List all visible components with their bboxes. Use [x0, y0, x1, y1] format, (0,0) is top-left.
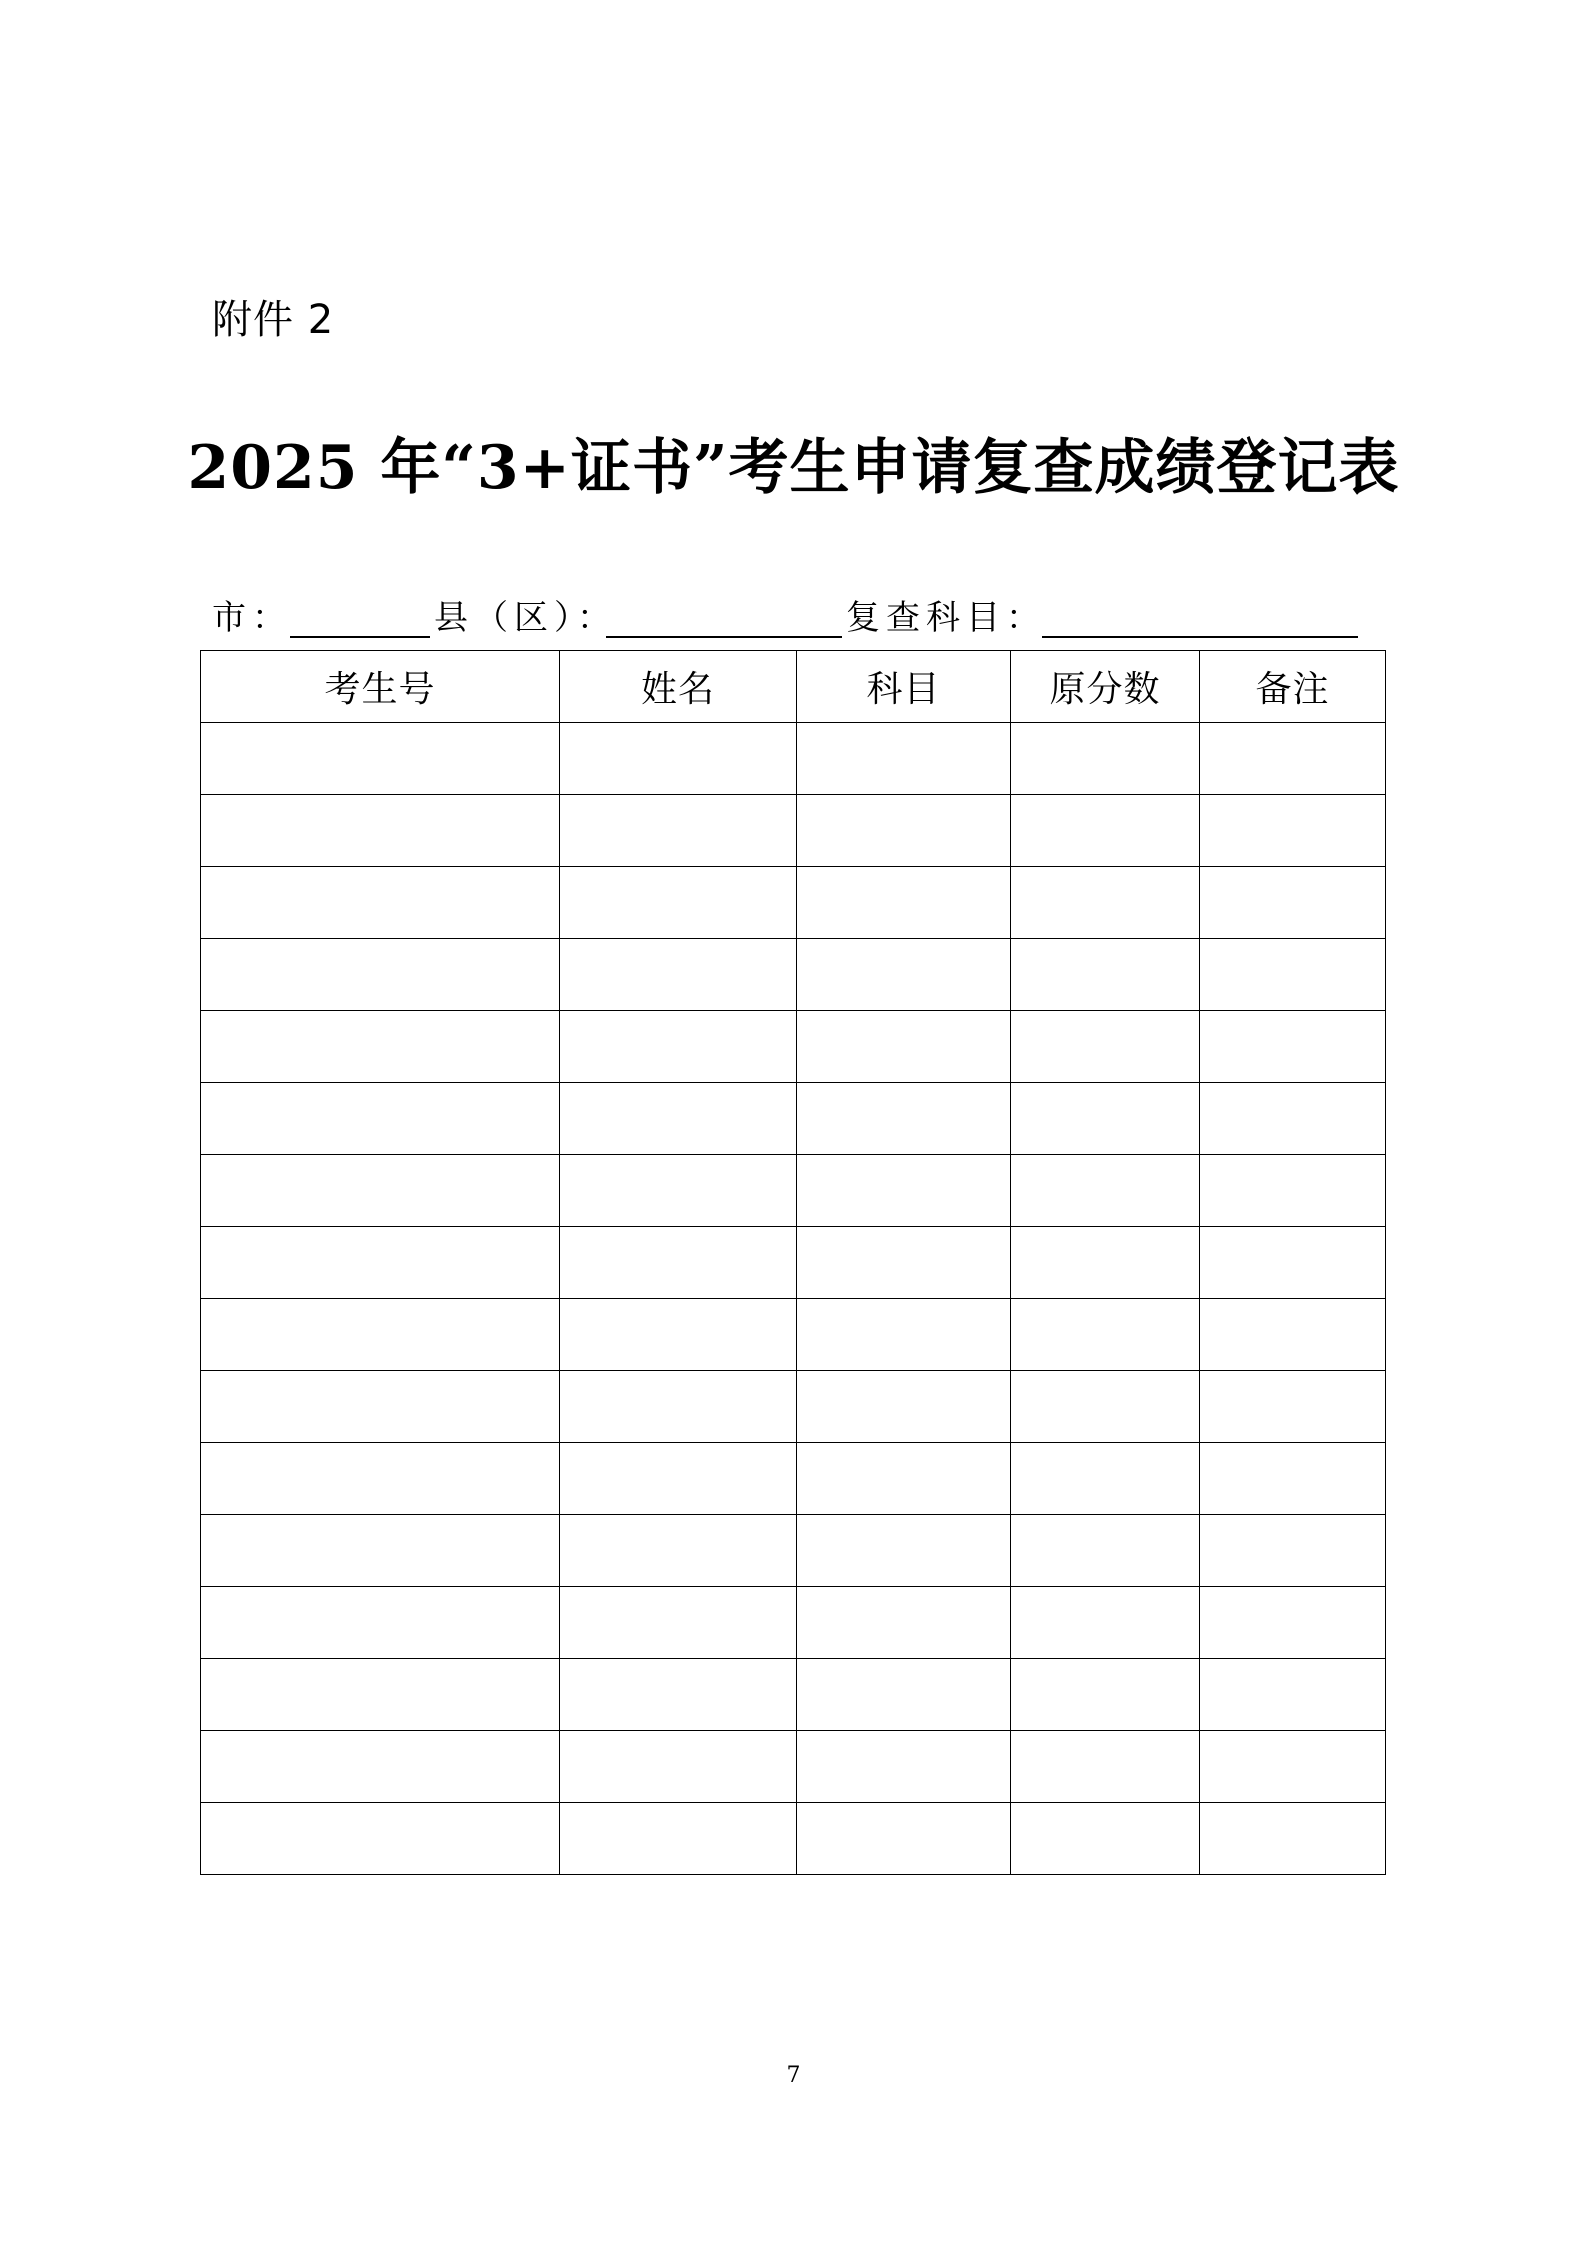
name-cell[interactable] — [560, 1515, 797, 1587]
name-cell[interactable] — [560, 1083, 797, 1155]
table-row — [201, 939, 1386, 1011]
subject-cell[interactable] — [797, 1587, 1011, 1659]
county-label: 县（区）： — [434, 598, 617, 638]
original-score-cell[interactable] — [1011, 1371, 1200, 1443]
subject-cell[interactable] — [797, 939, 1011, 1011]
remarks-cell[interactable] — [1200, 1803, 1386, 1875]
original-score-cell[interactable] — [1011, 1443, 1200, 1515]
subject-cell[interactable] — [797, 1155, 1011, 1227]
name-cell[interactable] — [560, 1299, 797, 1371]
original-score-cell[interactable] — [1011, 867, 1200, 939]
table-row — [201, 1299, 1386, 1371]
subject-cell[interactable] — [797, 1443, 1011, 1515]
subject-label: 复查科目： — [846, 598, 1046, 638]
exam-number-cell[interactable] — [201, 1443, 560, 1515]
name-cell[interactable] — [560, 723, 797, 795]
table-row — [201, 1659, 1386, 1731]
table-header-row — [201, 651, 1386, 723]
original-score-cell[interactable] — [1011, 1299, 1200, 1371]
exam-number-cell[interactable] — [201, 1083, 560, 1155]
table-row — [201, 1371, 1386, 1443]
city-blank[interactable] — [290, 636, 430, 638]
remarks-cell[interactable] — [1200, 1515, 1386, 1587]
name-cell[interactable] — [560, 939, 797, 1011]
column-header-original-score: 原分数 — [1011, 651, 1200, 723]
subject-cell[interactable] — [797, 1731, 1011, 1803]
exam-number-cell[interactable] — [201, 1227, 560, 1299]
exam-number-cell[interactable] — [201, 1371, 560, 1443]
original-score-cell[interactable] — [1011, 1587, 1200, 1659]
original-score-cell[interactable] — [1011, 1155, 1200, 1227]
table-row — [201, 1227, 1386, 1299]
table-body — [201, 723, 1386, 1875]
name-cell[interactable] — [560, 1227, 797, 1299]
table-row — [201, 1515, 1386, 1587]
exam-number-cell[interactable] — [201, 1155, 560, 1227]
name-cell[interactable] — [560, 1011, 797, 1083]
subject-cell[interactable] — [797, 1803, 1011, 1875]
table-row — [201, 867, 1386, 939]
table-row — [201, 1731, 1386, 1803]
original-score-cell[interactable] — [1011, 1803, 1200, 1875]
remarks-cell[interactable] — [1200, 1011, 1386, 1083]
remarks-cell[interactable] — [1200, 1227, 1386, 1299]
column-header-exam-number: 考生号 — [201, 651, 560, 723]
table-row — [201, 1443, 1386, 1515]
remarks-cell[interactable] — [1200, 1299, 1386, 1371]
original-score-cell[interactable] — [1011, 1731, 1200, 1803]
subject-cell[interactable] — [797, 795, 1011, 867]
exam-number-cell[interactable] — [201, 1659, 560, 1731]
column-header-name: 姓名 — [560, 651, 797, 723]
remarks-cell[interactable] — [1200, 1587, 1386, 1659]
column-header-remarks: 备注 — [1200, 651, 1386, 723]
remarks-cell[interactable] — [1200, 723, 1386, 795]
exam-number-cell[interactable] — [201, 1803, 560, 1875]
table-row — [201, 723, 1386, 795]
remarks-cell[interactable] — [1200, 1443, 1386, 1515]
exam-number-cell[interactable] — [201, 1587, 560, 1659]
name-cell[interactable] — [560, 1371, 797, 1443]
exam-number-cell[interactable] — [201, 1515, 560, 1587]
city-label: 市： — [212, 598, 292, 638]
original-score-cell[interactable] — [1011, 723, 1200, 795]
subject-cell[interactable] — [797, 1659, 1011, 1731]
subject-cell[interactable] — [797, 1227, 1011, 1299]
subject-cell[interactable] — [797, 1299, 1011, 1371]
table-row — [201, 1155, 1386, 1227]
table-row — [201, 795, 1386, 867]
original-score-cell[interactable] — [1011, 1227, 1200, 1299]
subject-blank[interactable] — [1042, 636, 1358, 638]
original-score-cell[interactable] — [1011, 795, 1200, 867]
exam-number-cell[interactable] — [201, 1011, 560, 1083]
name-cell[interactable] — [560, 1155, 797, 1227]
name-cell[interactable] — [560, 795, 797, 867]
name-cell[interactable] — [560, 867, 797, 939]
county-blank[interactable] — [606, 636, 842, 638]
subject-cell[interactable] — [797, 1371, 1011, 1443]
attachment-label: 附件 2 — [212, 297, 335, 343]
name-cell[interactable] — [560, 1659, 797, 1731]
exam-number-cell[interactable] — [201, 1299, 560, 1371]
subject-cell[interactable] — [797, 723, 1011, 795]
original-score-cell[interactable] — [1011, 1659, 1200, 1731]
exam-number-cell[interactable] — [201, 867, 560, 939]
subject-cell[interactable] — [797, 867, 1011, 939]
name-cell[interactable] — [560, 1731, 797, 1803]
subject-cell[interactable] — [797, 1083, 1011, 1155]
form-header-line — [212, 596, 1392, 646]
remarks-cell[interactable] — [1200, 1659, 1386, 1731]
table-row — [201, 1083, 1386, 1155]
remarks-cell[interactable] — [1200, 795, 1386, 867]
table-row — [201, 1803, 1386, 1875]
column-header-subject: 科目 — [797, 651, 1011, 723]
original-score-cell[interactable] — [1011, 1011, 1200, 1083]
remarks-cell[interactable] — [1200, 1083, 1386, 1155]
registration-table — [200, 650, 1386, 1875]
table-row — [201, 1587, 1386, 1659]
original-score-cell[interactable] — [1011, 939, 1200, 1011]
table-row — [201, 1011, 1386, 1083]
name-cell[interactable] — [560, 1803, 797, 1875]
original-score-cell[interactable] — [1011, 1083, 1200, 1155]
remarks-cell[interactable] — [1200, 1155, 1386, 1227]
subject-cell[interactable] — [797, 1011, 1011, 1083]
original-score-cell[interactable] — [1011, 1515, 1200, 1587]
exam-number-cell[interactable] — [201, 795, 560, 867]
remarks-cell[interactable] — [1200, 939, 1386, 1011]
exam-number-cell[interactable] — [201, 723, 560, 795]
name-cell[interactable] — [560, 1587, 797, 1659]
exam-number-cell[interactable] — [201, 1731, 560, 1803]
subject-cell[interactable] — [797, 1515, 1011, 1587]
remarks-cell[interactable] — [1200, 1731, 1386, 1803]
document-title: 2025 年“3+证书”考生申请复查成绩登记表 — [187, 433, 1400, 503]
page-number: 7 — [786, 2063, 801, 2088]
name-cell[interactable] — [560, 1443, 797, 1515]
remarks-cell[interactable] — [1200, 867, 1386, 939]
remarks-cell[interactable] — [1200, 1371, 1386, 1443]
exam-number-cell[interactable] — [201, 939, 560, 1011]
